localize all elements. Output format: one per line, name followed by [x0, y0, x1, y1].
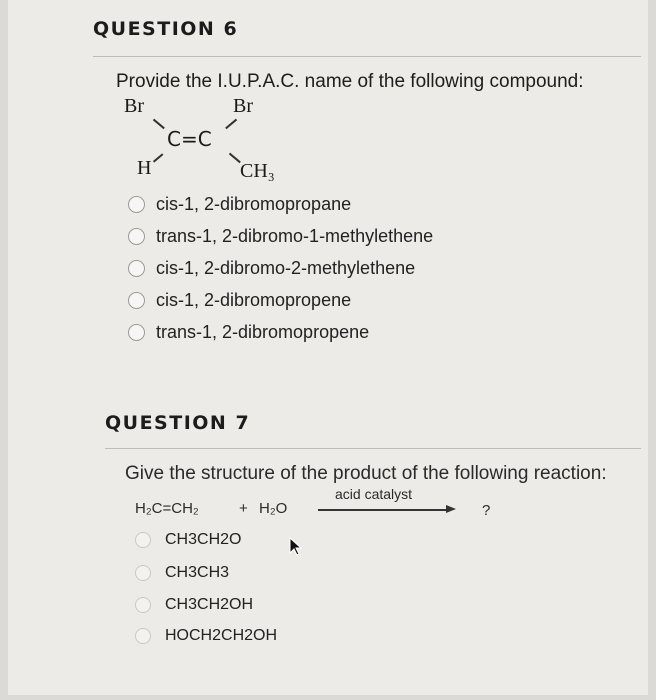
option-label: HOCH2CH2OH [165, 627, 278, 644]
option-label: CH3CH2OH [165, 596, 254, 613]
q6-option-2[interactable] [128, 226, 433, 247]
arrow-head-icon [446, 505, 456, 513]
quiz-panel [8, 0, 648, 695]
atom-br-right: Br [233, 95, 253, 117]
product-placeholder: ? [482, 502, 491, 519]
question-7-title: QUESTION 7 [105, 412, 251, 434]
radio-button[interactable] [128, 260, 145, 277]
reaction-arrow [318, 509, 448, 511]
reactant-ethene: H₂C=CH₂ [135, 500, 199, 517]
radio-button[interactable] [135, 597, 151, 613]
q7-option-3[interactable] [135, 596, 253, 614]
radio-button[interactable] [128, 196, 145, 213]
q6-option-3[interactable] [128, 258, 415, 279]
option-label: cis-1, 2-dibromopropene [156, 290, 352, 310]
option-label: CH3CH3 [165, 564, 230, 581]
option-label: cis-1, 2-dibromo-2-methylethene [156, 258, 416, 278]
q7-option-2[interactable] [135, 564, 229, 582]
reactant-water: H₂O [259, 500, 288, 517]
question-6-title: QUESTION 6 [93, 18, 239, 40]
q6-option-1[interactable] [128, 194, 351, 215]
radio-button[interactable] [135, 628, 151, 644]
option-label: cis-1, 2-dibromopropane [156, 194, 352, 214]
q6-option-5[interactable] [128, 322, 369, 343]
radio-button[interactable] [135, 532, 151, 548]
catalyst-label: acid catalyst [335, 486, 413, 502]
option-label: CH3CH2O [165, 531, 242, 548]
group-ch3: CH₃ [240, 160, 275, 182]
double-bond: C=C [167, 127, 212, 151]
question-7-prompt: Give the structure of the product of the following reaction: [125, 463, 607, 484]
atom-h: H [137, 157, 152, 179]
mouse-cursor-icon [288, 537, 304, 557]
question-6-prompt: Provide the I.U.P.A.C. name of the following compound: [116, 71, 584, 92]
q6-option-4[interactable] [128, 290, 351, 311]
atom-br-left: Br [124, 95, 144, 117]
option-label: trans-1, 2-dibromopropene [156, 322, 370, 342]
radio-button[interactable] [135, 565, 151, 581]
option-label: trans-1, 2-dibromo-1-methylethene [156, 226, 434, 246]
q7-option-1[interactable] [135, 531, 241, 549]
radio-button[interactable] [128, 324, 145, 341]
radio-button[interactable] [128, 292, 145, 309]
plus-sign: + [239, 500, 248, 517]
q7-option-4[interactable] [135, 627, 277, 645]
question-6-divider [93, 56, 641, 57]
question-7-divider [105, 448, 641, 449]
radio-button[interactable] [128, 228, 145, 245]
